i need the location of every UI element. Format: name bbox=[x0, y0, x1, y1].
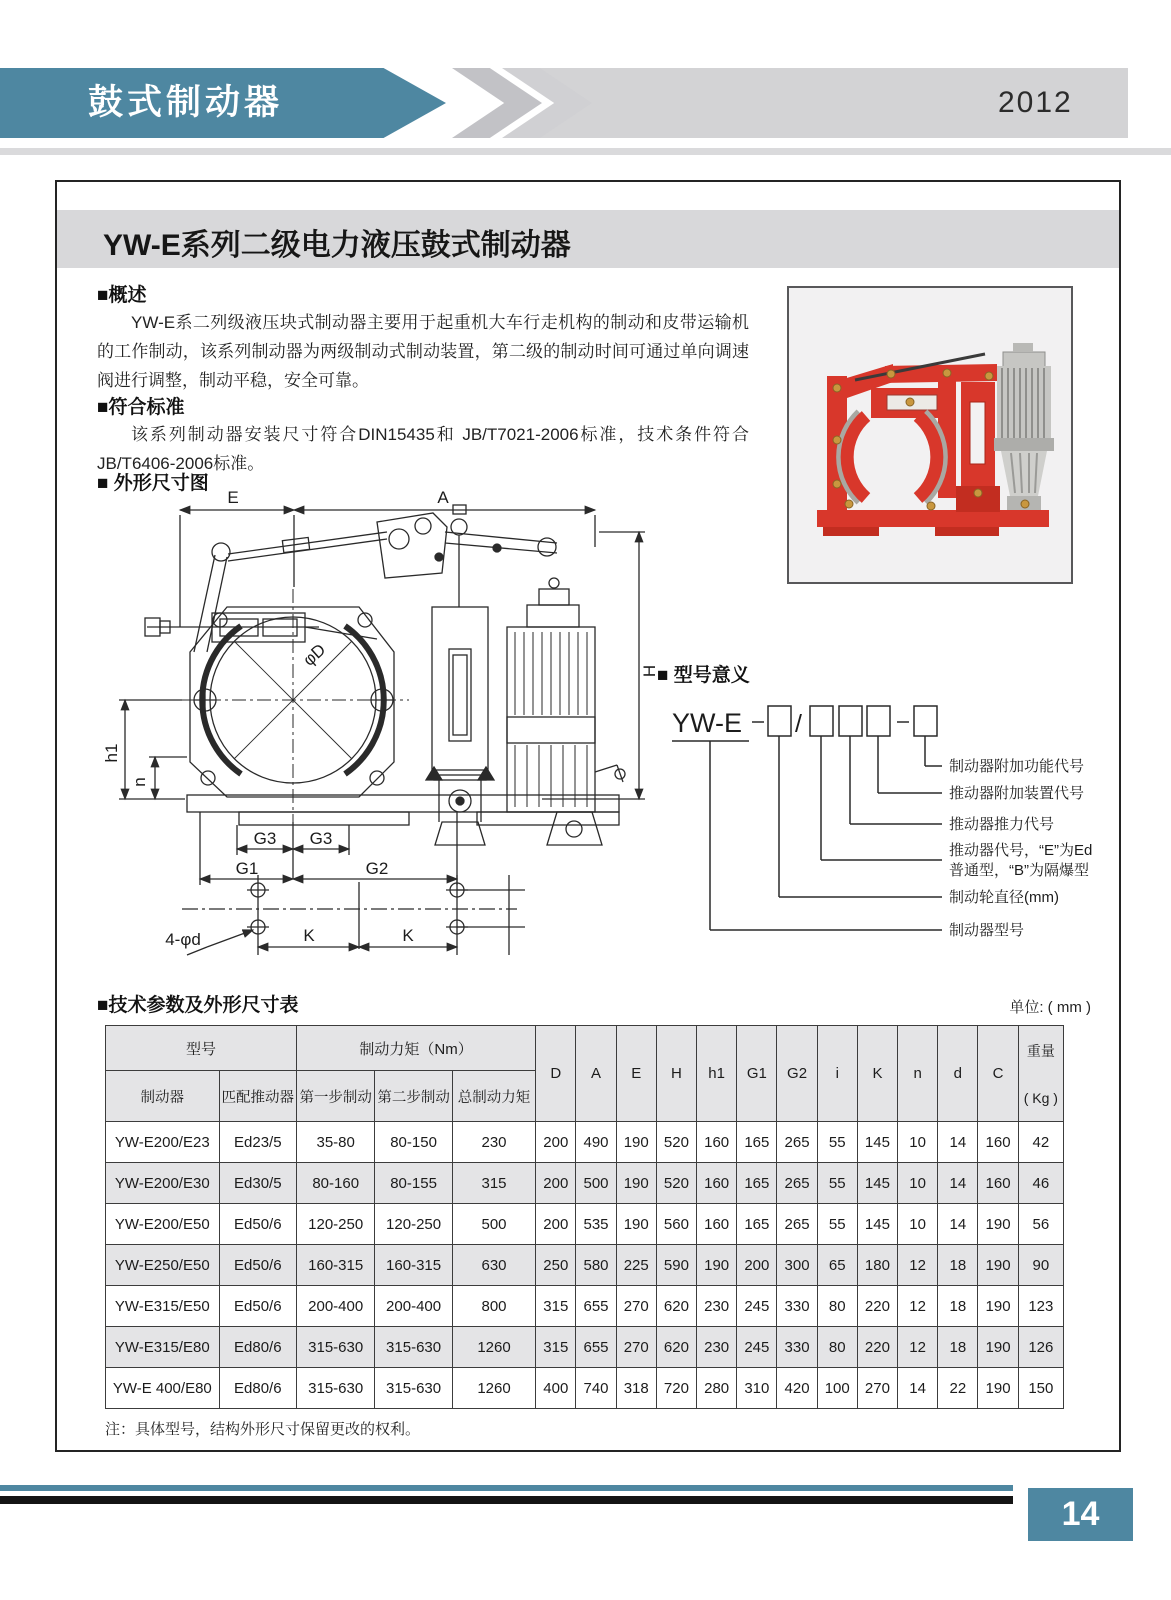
table-cell: 630 bbox=[452, 1245, 535, 1286]
col-header-dim: E bbox=[616, 1026, 656, 1122]
table-cell: 80-150 bbox=[375, 1122, 452, 1163]
table-cell: 160 bbox=[978, 1122, 1018, 1163]
table-cell: 46 bbox=[1018, 1163, 1063, 1204]
model-label: 制动器附加功能代号 bbox=[949, 758, 1085, 775]
table-cell: 190 bbox=[978, 1245, 1018, 1286]
model-label: 推动器附加装置代号 bbox=[949, 785, 1085, 802]
table-cell: 160 bbox=[697, 1122, 737, 1163]
table-cell: 270 bbox=[857, 1368, 897, 1409]
table-cell: 520 bbox=[656, 1122, 696, 1163]
model-label: 推动器推力代号 bbox=[949, 816, 1055, 833]
table-cell: 200 bbox=[536, 1204, 576, 1245]
table-cell: Ed80/6 bbox=[219, 1327, 296, 1368]
table-cell: 720 bbox=[656, 1368, 696, 1409]
table-row bbox=[106, 1245, 1064, 1286]
dim-label-G1: G1 bbox=[235, 859, 259, 878]
cell-brake-model: YW-E315/E80 bbox=[106, 1327, 220, 1368]
table-cell: 80-155 bbox=[375, 1163, 452, 1204]
table-cell: 55 bbox=[817, 1163, 857, 1204]
table-cell: 590 bbox=[656, 1245, 696, 1286]
col-header-total: 总制动力矩 bbox=[452, 1071, 535, 1122]
table-cell: 18 bbox=[938, 1245, 978, 1286]
table-cell: 655 bbox=[576, 1286, 616, 1327]
header-divider bbox=[0, 148, 1171, 155]
standards-text: 该系列制动器安装尺寸符合DIN15435和 JB/T7021-2006标准，技术条件符合JB/T6406-2006标准。 bbox=[97, 425, 749, 473]
dim-label-G3: G3 bbox=[253, 829, 277, 848]
model-label: 制动轮直径(mm) bbox=[949, 889, 1059, 906]
table-cell: 12 bbox=[898, 1286, 938, 1327]
dim-label-G3: G3 bbox=[309, 829, 333, 848]
table-cell: 200-400 bbox=[296, 1286, 374, 1327]
table-cell: 580 bbox=[576, 1245, 616, 1286]
footer-accent-line bbox=[0, 1485, 1013, 1491]
col-header-dim: A bbox=[576, 1026, 616, 1122]
table-cell: 190 bbox=[978, 1204, 1018, 1245]
overview-heading: ■概述 bbox=[97, 285, 147, 306]
table-cell: 315-630 bbox=[375, 1327, 452, 1368]
table-cell: 120-250 bbox=[375, 1204, 452, 1245]
col-header-weight bbox=[1018, 1026, 1063, 1122]
table-row bbox=[106, 1327, 1064, 1368]
table-cell: 230 bbox=[452, 1122, 535, 1163]
col-header-dim: K bbox=[857, 1026, 897, 1122]
table-cell: 200 bbox=[536, 1122, 576, 1163]
dim-label-A: A bbox=[437, 488, 449, 507]
col-header-step2: 第二步制动 bbox=[375, 1071, 452, 1122]
table-cell: 230 bbox=[697, 1327, 737, 1368]
dim-label-G2: G2 bbox=[365, 859, 389, 878]
table-cell: 10 bbox=[898, 1122, 938, 1163]
table-cell: 14 bbox=[938, 1204, 978, 1245]
table-cell: 123 bbox=[1018, 1286, 1063, 1327]
spec-table-body bbox=[106, 1122, 1064, 1409]
table-cell: 560 bbox=[656, 1204, 696, 1245]
col-header-dim: H bbox=[656, 1026, 696, 1122]
dim-label-holes: 4-φd bbox=[165, 930, 201, 949]
table-cell: 18 bbox=[938, 1327, 978, 1368]
col-header-dim: G2 bbox=[777, 1026, 817, 1122]
table-cell: 270 bbox=[616, 1327, 656, 1368]
table-cell: 56 bbox=[1018, 1204, 1063, 1245]
table-cell: Ed23/5 bbox=[219, 1122, 296, 1163]
table-cell: 190 bbox=[978, 1327, 1018, 1368]
table-cell: 65 bbox=[817, 1245, 857, 1286]
spec-table bbox=[105, 1025, 1064, 1409]
table-cell: 270 bbox=[616, 1286, 656, 1327]
col-header-dim: D bbox=[536, 1026, 576, 1122]
table-cell: 14 bbox=[938, 1122, 978, 1163]
table-cell: 245 bbox=[737, 1327, 777, 1368]
table-cell: 740 bbox=[576, 1368, 616, 1409]
col-header-dim: i bbox=[817, 1026, 857, 1122]
table-cell: 1260 bbox=[452, 1327, 535, 1368]
model-label: 普通型，“B”为隔爆型 bbox=[949, 862, 1089, 879]
table-cell: 220 bbox=[857, 1286, 897, 1327]
table-cell: 160 bbox=[697, 1204, 737, 1245]
table-row bbox=[106, 1368, 1064, 1409]
header-year: 2012 bbox=[998, 86, 1073, 119]
table-cell: 655 bbox=[576, 1327, 616, 1368]
col-header-model-group: 型号 bbox=[106, 1026, 297, 1071]
table-cell: 160-315 bbox=[375, 1245, 452, 1286]
page-title: YW-E系列二级电力液压鼓式制动器 bbox=[103, 229, 571, 262]
dimension-figure-heading: ■ 外形尺寸图 bbox=[97, 473, 209, 494]
table-row bbox=[106, 1204, 1064, 1245]
product-photo-figure bbox=[789, 288, 1067, 578]
table-cell: 35-80 bbox=[296, 1122, 374, 1163]
spec-table-heading: ■技术参数及外形尺寸表 bbox=[97, 995, 299, 1016]
col-header-dim: G1 bbox=[737, 1026, 777, 1122]
table-cell: 190 bbox=[616, 1122, 656, 1163]
table-cell: 265 bbox=[777, 1163, 817, 1204]
dim-label-K: K bbox=[303, 926, 315, 945]
table-cell: 14 bbox=[898, 1368, 938, 1409]
table-cell: 120-250 bbox=[296, 1204, 374, 1245]
table-cell: 265 bbox=[777, 1122, 817, 1163]
table-cell: 14 bbox=[938, 1163, 978, 1204]
table-cell: 42 bbox=[1018, 1122, 1063, 1163]
table-cell: 160-315 bbox=[296, 1245, 374, 1286]
table-cell: 190 bbox=[616, 1204, 656, 1245]
table-cell: 200 bbox=[536, 1163, 576, 1204]
model-label: 推动器代号，“E”为Ed bbox=[949, 842, 1093, 859]
table-cell: 330 bbox=[777, 1286, 817, 1327]
table-cell: 160 bbox=[978, 1163, 1018, 1204]
table-cell: 22 bbox=[938, 1368, 978, 1409]
table-cell: Ed30/5 bbox=[219, 1163, 296, 1204]
model-meaning-diagram bbox=[652, 694, 1107, 962]
table-cell: 245 bbox=[737, 1286, 777, 1327]
overview-text: YW-E系二列级液压块式制动器主要用于起重机大车行走机构的制动和皮带运输机的工作制动，该系列制动器为两级制动式制动装置，第二级的制动时间可通过单向调速阀进行调整，制动平稳，安全可靠。 bbox=[97, 313, 749, 390]
table-cell: 90 bbox=[1018, 1245, 1063, 1286]
table-cell: 190 bbox=[616, 1163, 656, 1204]
table-cell: 80 bbox=[817, 1286, 857, 1327]
table-cell: 180 bbox=[857, 1245, 897, 1286]
table-cell: 520 bbox=[656, 1163, 696, 1204]
standards-heading: ■符合标准 bbox=[97, 397, 185, 418]
col-header-dim: h1 bbox=[697, 1026, 737, 1122]
table-cell: 315-630 bbox=[296, 1368, 374, 1409]
product-photo bbox=[787, 286, 1073, 584]
table-cell: Ed50/6 bbox=[219, 1204, 296, 1245]
table-cell: 55 bbox=[817, 1204, 857, 1245]
col-header-torque-group: 制动力矩（Nm） bbox=[296, 1026, 535, 1071]
table-cell: 190 bbox=[978, 1368, 1018, 1409]
table-cell: 420 bbox=[777, 1368, 817, 1409]
col-header-dim: n bbox=[898, 1026, 938, 1122]
table-cell: Ed50/6 bbox=[219, 1286, 296, 1327]
table-cell: 500 bbox=[452, 1204, 535, 1245]
table-cell: 330 bbox=[777, 1327, 817, 1368]
model-meaning-heading: ■ 型号意义 bbox=[657, 665, 750, 686]
table-cell: 150 bbox=[1018, 1368, 1063, 1409]
table-cell: 490 bbox=[576, 1122, 616, 1163]
table-cell: 55 bbox=[817, 1122, 857, 1163]
table-cell: 315-630 bbox=[375, 1368, 452, 1409]
table-cell: 200-400 bbox=[375, 1286, 452, 1327]
table-cell: 315 bbox=[536, 1286, 576, 1327]
table-row bbox=[106, 1122, 1064, 1163]
table-cell: 310 bbox=[737, 1368, 777, 1409]
table-cell: 10 bbox=[898, 1204, 938, 1245]
table-note: 注：具体型号，结构外形尺寸保留更改的权利。 bbox=[105, 1421, 421, 1438]
table-cell: 230 bbox=[697, 1286, 737, 1327]
table-cell: 315 bbox=[536, 1327, 576, 1368]
table-cell: 500 bbox=[576, 1163, 616, 1204]
table-cell: 80 bbox=[817, 1327, 857, 1368]
dimension-drawing bbox=[87, 477, 662, 987]
table-cell: 12 bbox=[898, 1245, 938, 1286]
table-cell: 200 bbox=[737, 1245, 777, 1286]
cell-brake-model: YW-E200/E30 bbox=[106, 1163, 220, 1204]
dim-label-n: n bbox=[130, 777, 149, 787]
dim-label-phiD: φD bbox=[299, 640, 330, 670]
col-header-dim: d bbox=[938, 1026, 978, 1122]
table-cell: 280 bbox=[697, 1368, 737, 1409]
model-prefix: YW-E bbox=[672, 708, 743, 738]
table-cell: 18 bbox=[938, 1286, 978, 1327]
cell-brake-model: YW-E315/E50 bbox=[106, 1286, 220, 1327]
table-cell: 315 bbox=[452, 1163, 535, 1204]
table-cell: 220 bbox=[857, 1327, 897, 1368]
table-cell: 535 bbox=[576, 1204, 616, 1245]
table-cell: 145 bbox=[857, 1204, 897, 1245]
table-cell: 80-160 bbox=[296, 1163, 374, 1204]
table-cell: 145 bbox=[857, 1163, 897, 1204]
page-number-badge bbox=[1028, 1488, 1133, 1541]
cell-brake-model: YW-E250/E50 bbox=[106, 1245, 220, 1286]
dim-label-h1: h1 bbox=[102, 743, 121, 763]
table-cell: 250 bbox=[536, 1245, 576, 1286]
col-header-dim: C bbox=[978, 1026, 1018, 1122]
table-cell: Ed80/6 bbox=[219, 1368, 296, 1409]
table-cell: Ed50/6 bbox=[219, 1245, 296, 1286]
weight-unit-label: ( Kg ) bbox=[1023, 1090, 1058, 1106]
table-row bbox=[106, 1286, 1064, 1327]
footer-black-line bbox=[0, 1496, 1013, 1504]
page-title-band bbox=[57, 210, 1119, 268]
header-title: 鼓式制动器 bbox=[88, 83, 284, 122]
table-cell: 165 bbox=[737, 1204, 777, 1245]
model-label: 制动器型号 bbox=[949, 922, 1025, 939]
table-cell: 165 bbox=[737, 1163, 777, 1204]
unit-label: 单位: ( mm ) bbox=[1009, 999, 1091, 1016]
table-cell: 225 bbox=[616, 1245, 656, 1286]
table-cell: 265 bbox=[777, 1204, 817, 1245]
table-cell: 620 bbox=[656, 1286, 696, 1327]
table-cell: 318 bbox=[616, 1368, 656, 1409]
table-cell: 160 bbox=[697, 1163, 737, 1204]
content-box bbox=[55, 180, 1121, 1452]
col-header-brake: 制动器 bbox=[106, 1071, 220, 1122]
dim-label-E: E bbox=[227, 488, 239, 507]
table-cell: 300 bbox=[777, 1245, 817, 1286]
table-cell: 800 bbox=[452, 1286, 535, 1327]
table-cell: 620 bbox=[656, 1327, 696, 1368]
dim-label-H: H bbox=[640, 664, 659, 678]
table-row bbox=[106, 1163, 1064, 1204]
table-cell: 315-630 bbox=[296, 1327, 374, 1368]
table-cell: 1260 bbox=[452, 1368, 535, 1409]
table-cell: 190 bbox=[697, 1245, 737, 1286]
table-cell: 10 bbox=[898, 1163, 938, 1204]
table-cell: 100 bbox=[817, 1368, 857, 1409]
model-slash: / bbox=[795, 710, 802, 738]
table-cell: 145 bbox=[857, 1122, 897, 1163]
page-number: 14 bbox=[1061, 1495, 1100, 1533]
table-cell: 12 bbox=[898, 1327, 938, 1368]
cell-brake-model: YW-E200/E23 bbox=[106, 1122, 220, 1163]
cell-brake-model: YW-E 400/E80 bbox=[106, 1368, 220, 1409]
col-header-thruster: 匹配推动器 bbox=[219, 1071, 296, 1122]
table-cell: 126 bbox=[1018, 1327, 1063, 1368]
table-cell: 165 bbox=[737, 1122, 777, 1163]
col-header-step1: 第一步制动 bbox=[296, 1071, 374, 1122]
dim-label-K: K bbox=[402, 926, 414, 945]
cell-brake-model: YW-E200/E50 bbox=[106, 1204, 220, 1245]
table-cell: 190 bbox=[978, 1286, 1018, 1327]
table-cell: 400 bbox=[536, 1368, 576, 1409]
weight-label: 重量 bbox=[1026, 1043, 1055, 1059]
